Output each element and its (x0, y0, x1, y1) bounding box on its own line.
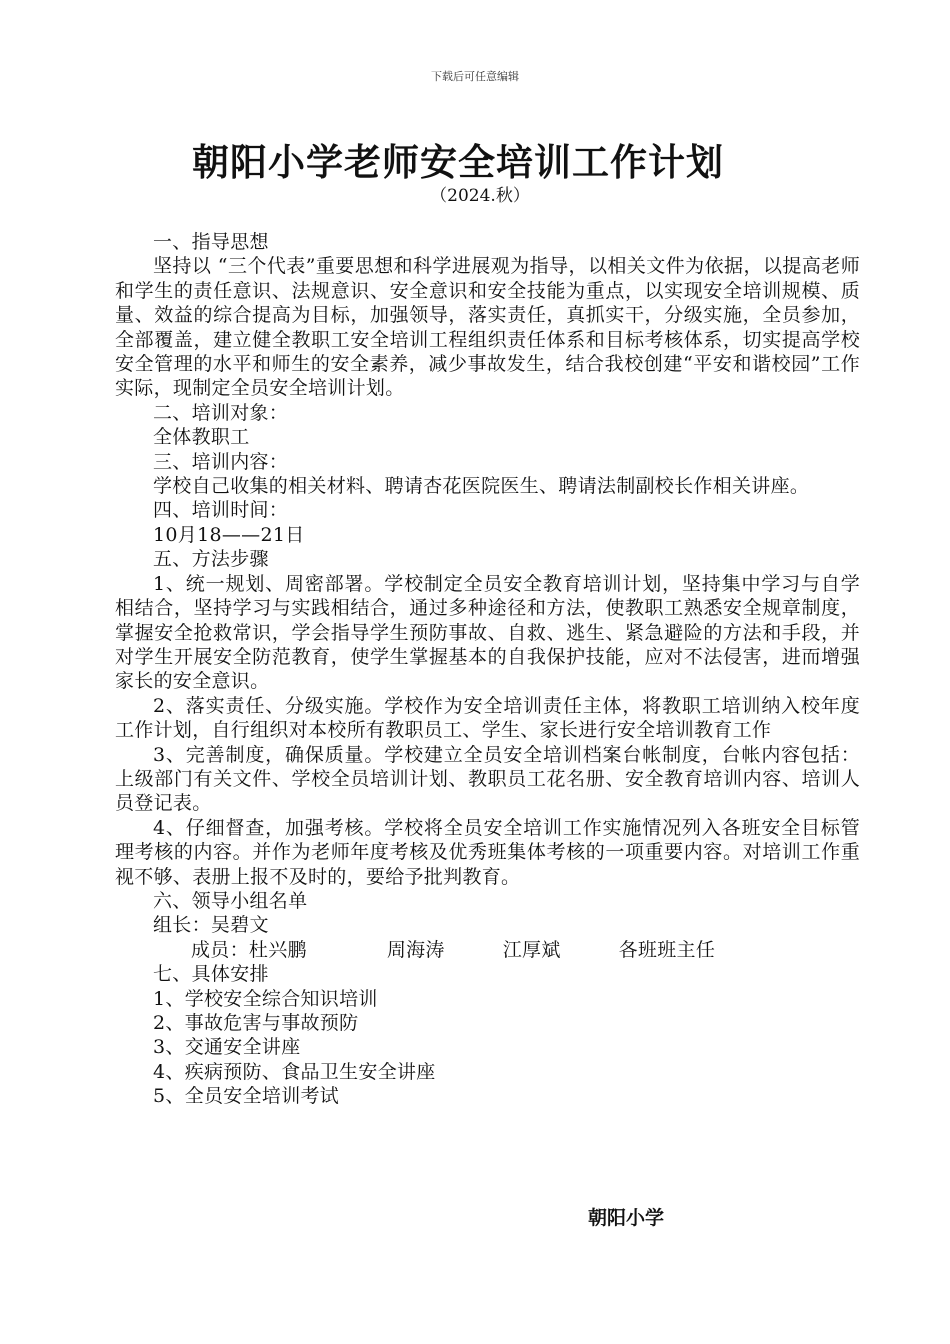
section-heading-leadership-group: 六、领导小组名单 (153, 889, 308, 912)
document-body (115, 230, 860, 1109)
members-line (115, 938, 860, 962)
arrangement-item: 5、全员安全培训考试 (153, 1085, 340, 1108)
section-heading-training-time: 四、培训时间： (153, 499, 289, 522)
paragraph-training-content: 学校自己收集的相关材料、聘请杏花医院医生、聘请法制副校长作相关讲座。 (153, 475, 810, 498)
member-name: 各班班主任 (618, 938, 716, 961)
section-heading-guiding-thought: 一、指导思想 (153, 231, 269, 253)
header-note: 下载后可任意编辑 (431, 70, 519, 83)
leader-line: 组长：吴碧文 (153, 914, 269, 937)
section-heading-training-content: 三、培训内容： (153, 450, 289, 473)
arrangement-item: 4、疾病预防、食品卫生安全讲座 (153, 1060, 436, 1083)
member-name: 周海涛 (386, 938, 445, 961)
paragraph-method-step-1: 1、统一规划、周密部署。学校制定全员安全教育培训计划，坚持集中学习与自学相结合，坚持学习与实践相结合，通过多种途径和方法，使教职工熟悉安全规章制度，掌握安全抢救常识，学会指导学生预防事故、自救、逃生、紧急避险的方法和手段，并对学生开展安全防范教育，使学生掌握基本的自我保护技能，应对不法侵害，进而增强家长的安全意识。 (115, 572, 860, 693)
paragraph-training-time: 10月18——21日 (153, 523, 305, 546)
signature: 朝阳小学 (588, 1207, 665, 1229)
paragraph-method-step-3: 3、完善制度，确保质量。学校建立全员安全培训档案台帐制度，台帐内容包括：上级部门有关文件、学校全员培训计划、教职员工花名册、安全教育培训内容、培训人员登记表。 (115, 743, 860, 815)
paragraph-method-step-2: 2、落实责任、分级实施。学校作为安全培训责任主体，将教职工培训纳入校年度工作计划，自行组织对本校所有教职员工、学生、家长进行安全培训教育工作 (115, 694, 860, 742)
page-title: 朝阳小学老师安全培训工作计划 (192, 141, 724, 184)
paragraph-training-target: 全体教职工 (153, 426, 250, 449)
section-heading-method-steps: 五、方法步骤 (153, 548, 269, 571)
section-heading-training-target: 二、培训对象： (153, 401, 289, 424)
paragraph-method-step-4: 4、仔细督查，加强考核。学校将全员安全培训工作实施情况列入各班安全目标管理考核的内容。并作为老师年度考核及优秀班集体考核的一项重要内容。对培训工作重视不够、表册上报不及时的，要给予批判教育。 (115, 816, 860, 888)
arrangement-item: 3、交通安全讲座 (153, 1036, 301, 1059)
arrangement-item: 2、事故危害与事故预防 (153, 1012, 359, 1034)
arrangement-item: 1、学校安全综合知识培训 (153, 987, 378, 1010)
member-name: 江厚斌 (502, 938, 561, 961)
section-heading-arrangement: 七、具体安排 (153, 963, 269, 986)
page-subtitle: （2024.秋） (430, 186, 530, 206)
paragraph-guiding-thought: 坚持以 “三个代表”重要思想和科学进展观为指导，以相关文件为依据，以提高老师和学生的责任意识、法规意识、安全意识和安全技能为重点，以实现安全培训规模、质量、效益的综合提高为目标，加强领导，落实责任，真抓实干，分级实施，全员参加，全部覆盖，建立健全教职工安全培训工程组织责任体系和目标考核体系，切实提高学校安全管理的水平和师生的安全素养，减少事故发生，结合我校创建“平安和谐校园”工作实际，现制定全员安全培训计划。 (115, 255, 860, 400)
member-label: 成员：杜兴鹏 (191, 938, 307, 961)
